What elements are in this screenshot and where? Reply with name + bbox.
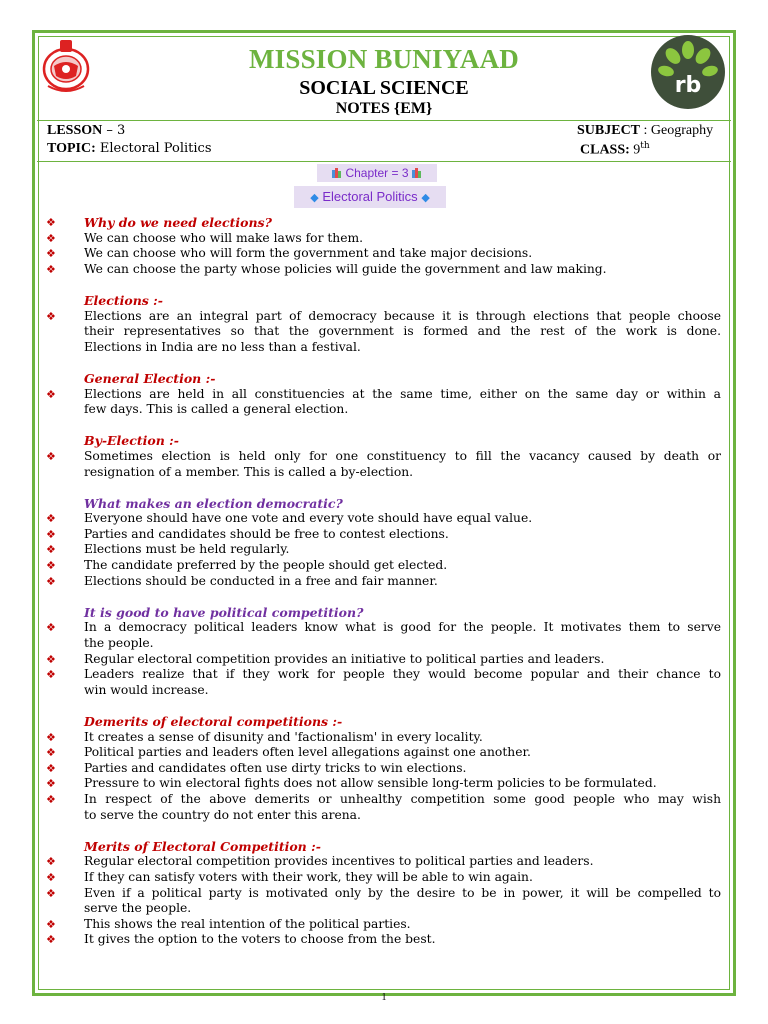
bullet-icon: ❖ [46,933,56,947]
bullet-item-continuation [46,340,721,356]
bullet-text: Pressure to win electoral fights does not allow sensible long-term policies to be formulated. [84,776,657,791]
bullet-text: If they can satisfy voters with their work, they will be able to win again. [84,869,533,884]
bullet-item [46,776,721,792]
bullet-icon: ❖ [46,543,56,557]
bullet-icon: ❖ [46,792,56,806]
bullet-icon: ❖ [46,777,56,791]
section-heading [46,371,721,387]
class-value: 9 [629,142,641,158]
notes-content [46,215,721,948]
bullet-text: Elections in India are no less than a festival. [84,339,361,354]
bullet-icon: ❖ [46,387,56,401]
bullet-item [46,574,721,590]
bullet-text: Elections should be conducted in a free and fair manner. [84,573,438,588]
bullet-text: This shows the real intention of the political parties. [84,916,411,931]
section-heading [46,433,721,449]
bullet-icon: ❖ [46,449,56,463]
bullet-item-continuation [46,324,721,340]
topic-banner-label: Electoral Politics [322,189,418,204]
section-spacer [46,277,721,293]
bullet-text: Political parties and leaders often level allegations against one another. [84,745,531,760]
chapter-banner [317,164,437,182]
bullet-item [46,511,721,527]
diamond-icon: ◆ [421,192,430,204]
subject-meta [577,123,713,139]
class-meta [580,141,650,158]
meta-line-lesson [47,123,719,139]
bullet-item [46,761,721,777]
topic-value: Electoral Politics [95,141,212,156]
bullet-item [46,854,721,870]
page-number: 1 [381,992,387,1003]
bullet-text: Even if a political party is motivated only by the desire to be in power, it will be compelled to [84,885,721,900]
bullet-text: We can choose the party whose policies will guide the government and law making. [84,261,607,276]
notes-label: NOTES {EM} [335,100,433,117]
bullet-icon: ❖ [46,668,56,682]
section-spacer [46,355,721,371]
bullet-item-continuation [46,901,721,917]
logo-monogram: rb [674,73,702,98]
bullet-icon: ❖ [46,574,56,588]
lesson-meta [37,120,731,162]
books-icon [332,168,342,178]
section-heading-text: It is good to have political competition? [84,604,364,620]
class-suffix: th [640,141,650,151]
bullet-text: Leaders realize that if they work for people they would become popular and their chance to [84,667,721,682]
bullet-item [46,730,721,746]
meta-line-topic [47,141,719,157]
section-heading [46,714,721,730]
bullet-icon: ❖ [46,262,56,276]
lesson-key: LESSON [47,123,103,138]
section-spacer [46,823,721,839]
bullet-text: Elections must be held regularly. [84,542,290,557]
bullet-item [46,449,721,465]
bullet-text: In a democracy political leaders know what is good for the people. It motivates them to serve [84,620,721,635]
section-spacer [46,589,721,605]
class-key: CLASS: [580,142,630,158]
bullet-item [46,309,721,325]
section-heading-text: By-Election :- [84,433,179,449]
bullet-icon: ❖ [46,621,56,635]
bullet-text: We can choose who will make laws for them. [84,230,364,245]
bullet-text: win would increase. [84,682,209,697]
bullet-item [46,558,721,574]
bullet-text: to serve the country do not enter this arena. [84,807,361,822]
bullet-text: resignation of a member. This is called a by-election. [84,464,414,479]
section-heading-text: Elections :- [84,292,163,308]
bullet-text: Parties and candidates often use dirty tricks to win elections. [84,760,467,775]
bullet-text: Elections are held in all constituencies at the same time, either on the same day or within a [84,386,721,401]
bullet-text: Regular electoral competition provides incentives to political parties and leaders. [84,854,594,869]
bullet-item [46,231,721,247]
bullet-item-continuation [46,402,721,418]
bullet-icon: ❖ [46,730,56,744]
topic-banner [294,186,446,208]
bullet-text: their representatives so that the government is formed and the rest of the work is done. [84,324,721,339]
mission-title: MISSION BUNIYAAD [248,44,519,74]
bullet-text: Everyone should have one vote and every vote should have equal value. [84,511,533,526]
bullet-item [46,792,721,808]
bullet-item [46,886,721,902]
bullet-item [46,527,721,543]
bullet-icon: ❖ [46,559,56,573]
bullet-icon: ❖ [46,761,56,775]
section-spacer [46,418,721,434]
section-heading [46,496,721,512]
bullet-text: It gives the option to the voters to choose from the best. [84,932,436,947]
bullet-item [46,667,721,683]
bullet-item [46,652,721,668]
buniyaad-tree-logo [647,34,729,110]
lesson-value: – 3 [102,123,126,138]
section-heading [46,839,721,855]
bullet-item [46,262,721,278]
bullet-item [46,745,721,761]
bullet-item [46,917,721,933]
bullet-text: few days. This is called a general election. [84,402,349,417]
bullet-text: the people. [84,636,154,651]
section-heading-text: What makes an election democratic? [84,495,343,511]
bullet-item [46,542,721,558]
books-icon [412,168,422,178]
section-heading [46,293,721,309]
section-heading-text: Merits of Electoral Competition :- [84,838,321,854]
bullet-icon: ❖ [46,855,56,869]
subject-value: : Geography [640,123,714,138]
bullet-item [46,246,721,262]
bullet-item [46,620,721,636]
bullet-icon: ❖ [46,917,56,931]
section-heading-text: Demerits of electoral competitions :- [84,714,343,729]
bullet-item-continuation [46,808,721,824]
topic-key: TOPIC: [47,141,96,156]
section-heading [46,215,721,231]
bullet-text: We can choose who will form the government and take major decisions. [84,246,533,261]
bullet-item [46,870,721,886]
bullet-text: Regular electoral competition provides an initiative to political parties and leaders. [84,651,605,666]
subject-title: SOCIAL SCIENCE [299,77,469,99]
bullet-icon: ❖ [46,746,56,760]
section-heading-text: General Election :- [84,370,216,386]
bullet-icon: ❖ [46,886,56,900]
subject-key: SUBJECT [577,123,641,138]
bullet-icon: ❖ [46,870,56,884]
bullet-icon: ❖ [46,216,56,229]
bullet-item-continuation [46,683,721,699]
bullet-text: The candidate preferred by the people should get elected. [84,558,448,573]
bullet-text: In respect of the above demerits or unhealthy competition some good people who may wish [84,791,721,806]
bullet-item-continuation [46,636,721,652]
bullet-icon: ❖ [46,247,56,261]
bullet-icon: ❖ [46,309,56,323]
section-spacer [46,698,721,714]
bullet-text: Sometimes election is held only for one constituency to fill the vacancy caused by death or [84,448,721,463]
section-heading [46,605,721,621]
bullet-icon: ❖ [46,652,56,666]
bullet-text: Elections are an integral part of democracy because it is through elections that people choose [84,308,721,323]
bullet-icon: ❖ [46,527,56,541]
bullet-icon: ❖ [46,512,56,526]
bullet-item-continuation [46,465,721,481]
document-header [0,0,768,120]
bullet-icon: ❖ [46,231,56,245]
bullet-text: Parties and candidates should be free to contest elections. [84,526,449,541]
chapter-label: Chapter = 3 [345,166,409,180]
bullet-item [46,932,721,948]
bullet-item [46,387,721,403]
diamond-icon: ◆ [310,192,319,204]
section-heading-text: Why do we need elections? [84,215,272,230]
bullet-text: It creates a sense of disunity and 'factionalism' in every locality. [84,729,483,744]
section-spacer [46,480,721,496]
bullet-text: serve the people. [84,901,192,916]
